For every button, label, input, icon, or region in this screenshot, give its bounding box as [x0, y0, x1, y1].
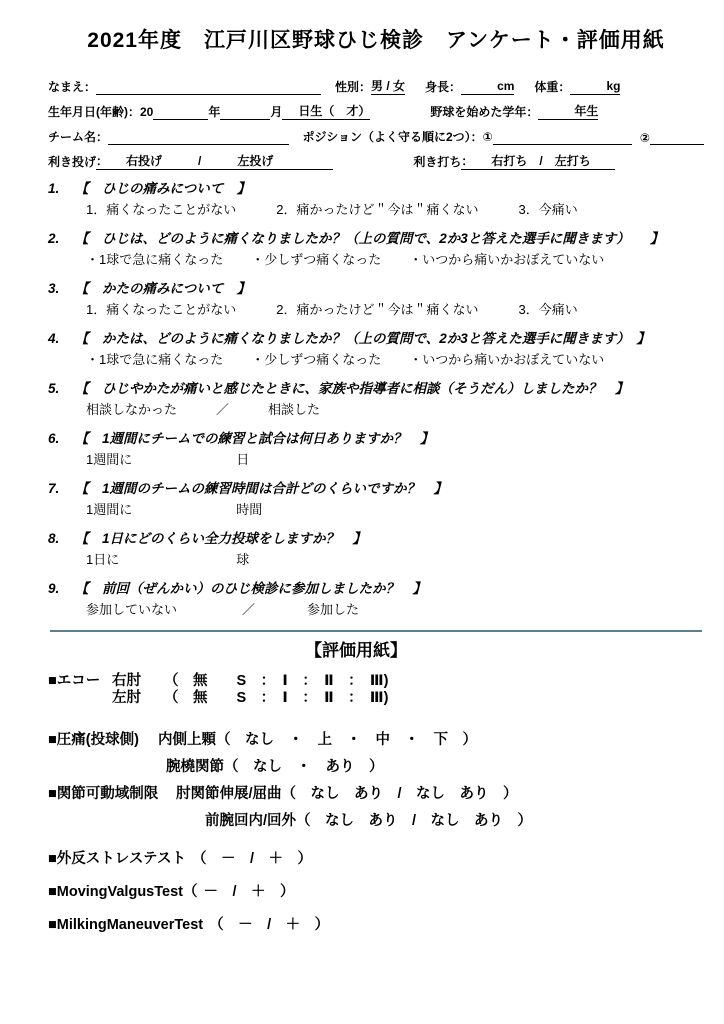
question-4-option-2: ・少しずつ痛くなった — [251, 352, 382, 367]
question-8-answer-line: 1日に 球 — [86, 552, 250, 567]
question-7 — [48, 480, 704, 519]
birthdate-label: 生年月日(年齢)：20 — [48, 105, 154, 119]
question-7-answer-line: 1週間に 時間 — [86, 502, 263, 517]
milking-maneuver-test-scale: （ － / ＋ ） — [209, 917, 330, 933]
question-7-number: 7. — [48, 481, 60, 496]
question-3-option-1: 1．痛くなったことがない — [86, 302, 237, 317]
weight-label: 体重： — [534, 80, 571, 94]
question-6-heading: 【 1週間にチームでの練習と試合は何日ありますか？ 】 — [75, 431, 434, 446]
question-3 — [48, 280, 704, 319]
question-2-option-3: ・いつから痛いかおぼえていない — [409, 252, 605, 267]
medial-epicondyle-label: 内側上顆 — [158, 732, 216, 748]
moving-valgus-test-scale: － / ＋ ） — [203, 884, 295, 900]
birth-year-blank-field — [153, 105, 208, 120]
echo-label: ■エコー — [48, 673, 101, 689]
section-divider — [50, 630, 702, 632]
rom-restriction-row-1 — [48, 781, 704, 808]
milking-maneuver-test-label: ■MilkingManeuverTest — [48, 917, 204, 933]
height-blank-field: cm — [461, 79, 515, 93]
question-4-option-3: ・いつから痛いかおぼえていない — [409, 352, 605, 367]
question-8-number: 8. — [48, 531, 60, 546]
baseball-start-label: 野球を始めた学年： — [430, 105, 539, 119]
name-label: なまえ： — [48, 80, 97, 94]
echo-right-elbow-row — [48, 673, 704, 690]
position2-label: ② — [639, 131, 651, 145]
question-8-heading: 【 1日にどのくらい全力投球をしますか？ 】 — [75, 531, 367, 546]
question-1-option-3: 3．今痛い — [518, 202, 578, 217]
bat-hand-label: 利き打ち — [413, 155, 462, 169]
handedness-row — [48, 145, 704, 170]
personal-info-header — [48, 70, 704, 170]
birth-month-label: 月 — [270, 105, 283, 119]
question-9-heading: 【 前回（ぜんかい）のひじ検診に参加しましたか？ 】 — [75, 581, 426, 596]
sex-label: 性別： — [335, 80, 372, 94]
question-8 — [48, 530, 704, 569]
milking-maneuver-test-row — [48, 909, 704, 942]
radiocapitellar-joint-label: 腕橈関節 — [166, 759, 224, 775]
question-5-heading: 【 ひじやかたが痛いと感じたときに、家族や指導者に相談（そうだん）しましたか？ 】 — [75, 381, 629, 396]
rom-restriction-label: ■関節可動域制限 — [48, 786, 159, 802]
question-2 — [48, 230, 704, 269]
echo-left-elbow-row — [48, 690, 704, 707]
valgus-stress-test-row — [48, 843, 704, 876]
weight-blank-field: kg — [570, 79, 621, 93]
position-label: ポジション（よく守る順に2つ）：① — [302, 130, 493, 144]
forearm-pronation-supination-label: 前腕回内/回外 — [205, 813, 297, 829]
name-blank-field — [96, 80, 321, 95]
medial-epicondyle-scale: （ なし ・ 上 ・ 中 ・ 下 ） — [216, 732, 477, 748]
birthdate-row — [48, 95, 704, 120]
birth-month-blank-field — [220, 105, 270, 120]
position2-blank-field — [650, 130, 704, 145]
sex-options: 男 / 女 — [371, 79, 406, 93]
question-5-options: 相談しなかった ／ 相談した — [86, 402, 321, 417]
birth-year-label: 年 — [208, 105, 221, 119]
question-1-heading: 【 ひじの痛みについて 】 — [75, 181, 251, 196]
question-2-number: 2. — [48, 231, 60, 246]
throw-hand-options: ： 右投げ / 左投げ — [96, 154, 334, 168]
radiocapitellar-joint-scale: （ なし ・ あり ） — [224, 759, 384, 775]
elbow-extension-flexion-label: 肘関節伸展/屈曲 — [176, 786, 282, 802]
position1-blank-field — [493, 130, 633, 145]
birth-day-label: 日生（ 才） — [298, 104, 371, 118]
question-1 — [48, 180, 704, 219]
tenderness-row-1 — [48, 727, 704, 754]
question-6-answer-line: 1週間に 日 — [86, 452, 250, 467]
echo-right-side-label: 右肘 — [112, 673, 141, 689]
moving-valgus-test-row — [48, 876, 704, 909]
question-3-option-2: 2．痛かったけど＂今は＂痛くない — [276, 302, 479, 317]
evaluation-section-title: 【評価用紙】 — [305, 641, 407, 660]
question-1-option-1: 1．痛くなったことがない — [86, 202, 237, 217]
height-label: 身長： — [425, 80, 462, 94]
tenderness-row-2 — [48, 754, 704, 781]
question-3-option-3: 3．今痛い — [518, 302, 578, 317]
question-1-number: 1. — [48, 181, 60, 196]
team-blank-field — [108, 130, 289, 145]
question-4 — [48, 330, 704, 369]
evaluation-section — [48, 673, 704, 942]
question-4-option-1: ・1球で急に痛くなった — [86, 352, 224, 367]
moving-valgus-test-label: ■MovingValgusTest（ — [48, 884, 198, 900]
question-2-option-2: ・少しずつ痛くなった — [251, 252, 382, 267]
question-5 — [48, 380, 704, 419]
question-9-options: 参加していない ／ 参加した — [86, 602, 360, 617]
team-label: チーム名： — [48, 130, 109, 144]
echo-right-scale: （ 無 S ： Ⅰ ： Ⅱ ： Ⅲ) — [164, 673, 389, 689]
question-4-number: 4. — [48, 331, 60, 346]
birth-day-blank-field — [282, 105, 298, 120]
question-7-heading: 【 1週間のチームの練習時間は合計どのくらいですか？ 】 — [75, 481, 448, 496]
question-2-heading: 【 ひじは、どのように痛くなりましたか？（上の質問で、2か3と答えた選手に聞きます） 】 — [75, 231, 664, 246]
baseball-start-blank-field: 年生 — [538, 104, 599, 118]
name-row — [48, 70, 704, 95]
question-9-number: 9. — [48, 581, 60, 596]
question-3-heading: 【 かたの痛みについて 】 — [75, 281, 251, 296]
question-4-heading: 【 かたは、どのように痛くなりましたか？（上の質問で、2か3と答えた選手に聞きます） 】 — [75, 331, 650, 346]
valgus-stress-test-label: ■外反ストレステスト — [48, 851, 186, 867]
elbow-extension-flexion-scale: （ なし あり / なし あり ） — [281, 786, 518, 802]
questionnaire-section — [48, 180, 704, 619]
page-title: 2021年度 江戸川区野球ひじ検診 アンケート・評価用紙 — [87, 29, 665, 52]
question-9 — [48, 580, 704, 619]
question-2-option-1: ・1球で急に痛くなった — [86, 252, 224, 267]
forearm-pronation-supination-scale: （ なし あり / なし あり ） — [296, 813, 533, 829]
question-1-option-2: 2．痛かったけど＂今は＂痛くない — [276, 202, 479, 217]
echo-left-scale: （ 無 S ： Ⅰ ： Ⅱ ： Ⅲ) — [164, 690, 389, 706]
question-6-number: 6. — [48, 431, 60, 446]
bat-hand-options: ： 右打ち / 左打ち — [461, 154, 615, 168]
tenderness-label: ■圧痛(投球側) — [48, 732, 139, 748]
question-6 — [48, 430, 704, 469]
question-3-number: 3. — [48, 281, 60, 296]
throw-hand-label: 利き投げ — [48, 155, 97, 169]
rom-restriction-row-2 — [48, 808, 704, 835]
question-5-number: 5. — [48, 381, 60, 396]
valgus-stress-test-scale: （ － / ＋ ） — [191, 851, 312, 867]
echo-left-side-label: 左肘 — [112, 690, 141, 706]
team-row — [48, 120, 704, 145]
